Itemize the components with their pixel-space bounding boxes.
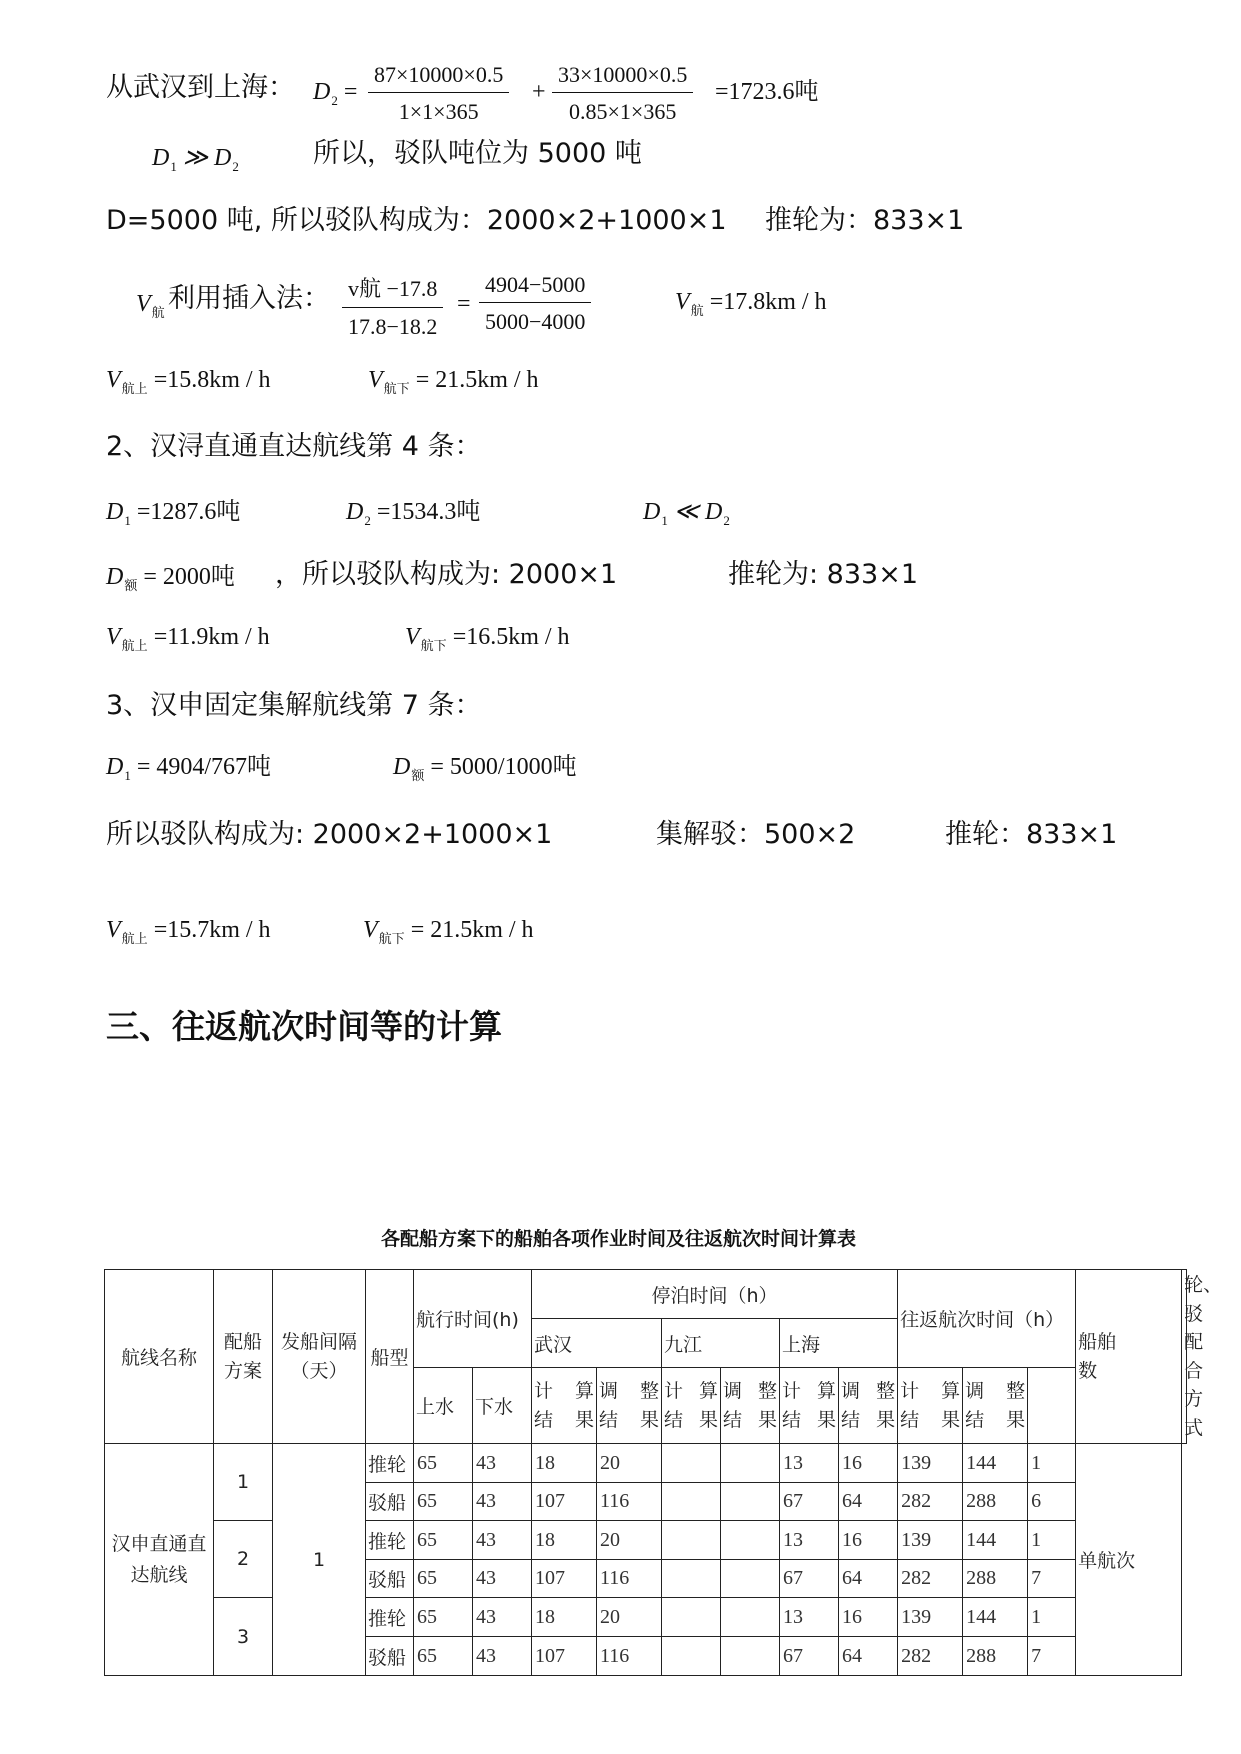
cell-round-adj-1: 64	[839, 1560, 898, 1598]
d-rated-7: $D_额 = 5000/1000$吨	[393, 754, 577, 783]
cell-shanghai-calc: 13	[780, 1598, 839, 1637]
d2-symbol: $D_2$ =	[313, 79, 358, 108]
cell-jiujiang-adj	[721, 1483, 780, 1521]
route-heading-4: 2、汉浔直通直达航线第 4 条：	[106, 431, 482, 462]
cell-wuhan-calc: 107	[532, 1560, 597, 1598]
fraction-2	[552, 62, 693, 125]
d1-value-4: $D_1 =1287.6$吨	[106, 499, 241, 528]
ship-type-cell: 推轮	[366, 1444, 414, 1483]
v-down-4: $V_{航下} =16.5km / h$	[405, 624, 570, 653]
header-jiujiang-adj: 调 整结果	[721, 1368, 780, 1444]
cell-count: 7	[1028, 1637, 1076, 1676]
pusher-7: 推轮：833×1	[945, 819, 1118, 850]
cell-round-adj-2: 144	[963, 1521, 1028, 1560]
fraction-4-numerator: 4904−5000	[479, 272, 591, 303]
header-wuhan-calc: 计 算结果	[532, 1368, 597, 1444]
cell-count: 1	[1028, 1444, 1076, 1483]
ship-type-cell: 驳船	[366, 1637, 414, 1676]
section-heading: 三、往返航次时间等的计算	[106, 1007, 502, 1046]
cell-round-adj-2: 288	[963, 1483, 1028, 1521]
cell-wuhan-adj: 116	[597, 1483, 662, 1521]
cell-round-adj-1: 16	[839, 1598, 898, 1637]
header-round-calc: 计 算结果	[898, 1368, 963, 1444]
line-wuhan-shanghai-label: 从武汉到上海：	[106, 72, 295, 103]
header-interval: 发船间隔（天）	[273, 1270, 366, 1444]
cell-jiujiang-adj	[721, 1637, 780, 1676]
plan-cell-1: 1	[214, 1444, 273, 1521]
cell-count: 7	[1028, 1560, 1076, 1598]
header-shanghai: 上海	[780, 1319, 898, 1368]
interval-cell: 1	[273, 1444, 366, 1676]
cell-wuhan-calc: 107	[532, 1637, 597, 1676]
cell-wuhan-adj: 20	[597, 1444, 662, 1483]
cell-up: 65	[414, 1560, 473, 1598]
voyage-time-table	[104, 1269, 1223, 1676]
cell-shanghai-calc: 67	[780, 1560, 839, 1598]
ship-type-cell: 驳船	[366, 1483, 414, 1521]
d2-value-4: $D_2 =1534.3$吨	[346, 499, 481, 528]
cell-shanghai-calc: 13	[780, 1521, 839, 1560]
tonnage-conclusion: 所以，驳队吨位为 5000 吨	[313, 138, 642, 169]
cell-shanghai-calc: 13	[780, 1444, 839, 1483]
fraction-1-denominator: 1×1×365	[398, 99, 479, 124]
header-wuhan: 武汉	[532, 1319, 662, 1368]
header-jiujiang: 九江	[662, 1319, 780, 1368]
cell-count: 1	[1028, 1521, 1076, 1560]
cell-round-calc: 282	[898, 1560, 963, 1598]
cell-round-adj-1: 64	[839, 1637, 898, 1676]
cell-down: 43	[473, 1444, 532, 1483]
cell-jiujiang-calc	[662, 1637, 721, 1676]
cell-wuhan-adj: 20	[597, 1521, 662, 1560]
coupling-mode-cell: 单航次	[1076, 1444, 1182, 1676]
header-coupling-mode: 轮、驳配合方式	[1182, 1270, 1187, 1444]
fraction-4	[479, 272, 591, 335]
table-row	[105, 1598, 1187, 1637]
header-sailing-time: 航行时间(h)	[414, 1270, 532, 1368]
fraction-4-denominator: 5000−4000	[485, 309, 586, 334]
barge-composition-4: ，所以驳队构成为: 2000×1	[275, 559, 618, 590]
fraction-2-denominator: 0.85×1×365	[569, 99, 677, 124]
ship-type-cell: 推轮	[366, 1598, 414, 1637]
cell-up: 65	[414, 1444, 473, 1483]
cell-down: 43	[473, 1521, 532, 1560]
cell-jiujiang-calc	[662, 1444, 721, 1483]
header-berthing-time: 停泊时间（h）	[532, 1270, 898, 1319]
fraction-3-numerator: v航 −17.8	[342, 272, 443, 308]
header-upstream: 上水	[414, 1368, 473, 1444]
cell-count: 1	[1028, 1598, 1076, 1637]
v-up-1: $V_{航上} =15.8km / h$	[106, 367, 271, 396]
cell-jiujiang-adj	[721, 1521, 780, 1560]
cell-up: 65	[414, 1521, 473, 1560]
header-jiujiang-calc: 计 算结果	[662, 1368, 721, 1444]
header-ship-count: 船舶数	[1076, 1270, 1182, 1444]
cell-down: 43	[473, 1483, 532, 1521]
cell-jiujiang-calc	[662, 1560, 721, 1598]
ship-type-cell: 驳船	[366, 1560, 414, 1598]
d1-ll-d2: $D_1$ ≪ $D_2$	[643, 499, 730, 528]
d1-value-7: $D_1 = 4904/767$吨	[106, 754, 272, 783]
cell-up: 65	[414, 1598, 473, 1637]
cell-round-adj-2: 144	[963, 1444, 1028, 1483]
v-hang-result: $V_航 =17.8km / h$	[675, 289, 827, 318]
v-hang-symbol: $V_航$	[136, 291, 165, 320]
cell-shanghai-calc: 67	[780, 1483, 839, 1521]
cell-wuhan-calc: 18	[532, 1521, 597, 1560]
table-row	[105, 1444, 1187, 1483]
cell-jiujiang-adj	[721, 1598, 780, 1637]
cell-round-adj-2: 288	[963, 1637, 1028, 1676]
header-round-adj-2: 调 整结果	[963, 1368, 1028, 1444]
pusher-4: 推轮为: 833×1	[728, 559, 919, 590]
equals-sign: =	[457, 291, 471, 317]
header-round-adj-1: 调 整结果	[839, 1368, 898, 1444]
fraction-1-numerator: 87×10000×0.5	[368, 62, 509, 93]
v-down-7: $V_{航下} = 21.5km / h$	[363, 917, 534, 946]
cell-wuhan-calc: 18	[532, 1444, 597, 1483]
header-plan: 配船方案	[214, 1270, 273, 1444]
header-shanghai-calc: 计 算结果	[780, 1368, 839, 1444]
header-wuhan-adj: 调 整结果	[597, 1368, 662, 1444]
plan-cell-3: 3	[214, 1598, 273, 1676]
cell-jiujiang-adj	[721, 1560, 780, 1598]
collecting-barge: 集解驳：500×2	[656, 819, 856, 850]
route-heading-7: 3、汉申固定集解航线第 7 条：	[106, 690, 482, 721]
interpolation-label: 利用插入法：	[168, 283, 330, 314]
fraction-1	[368, 62, 509, 125]
cell-wuhan-adj: 20	[597, 1598, 662, 1637]
cell-wuhan-calc: 107	[532, 1483, 597, 1521]
fraction-2-numerator: 33×10000×0.5	[552, 62, 693, 93]
header-route: 航线名称	[105, 1270, 214, 1444]
header-round-trip-time: 往返航次时间（h）	[898, 1270, 1076, 1368]
cell-down: 43	[473, 1637, 532, 1676]
d-rated-4: $D_额 = 2000$吨	[106, 564, 235, 593]
cell-count: 6	[1028, 1483, 1076, 1521]
cell-down: 43	[473, 1598, 532, 1637]
header-ship-type: 船型	[366, 1270, 414, 1444]
cell-jiujiang-calc	[662, 1598, 721, 1637]
cell-wuhan-adj: 116	[597, 1560, 662, 1598]
v-up-4: $V_{航上} =11.9km / h$	[106, 624, 270, 653]
cell-down: 43	[473, 1560, 532, 1598]
cell-round-adj-2: 288	[963, 1560, 1028, 1598]
header-downstream: 下水	[473, 1368, 532, 1444]
cell-round-calc: 139	[898, 1444, 963, 1483]
cell-round-adj-1: 16	[839, 1444, 898, 1483]
cell-round-adj-2: 144	[963, 1598, 1028, 1637]
d1-gg-d2: $D_1$ ≫ $D_2$	[152, 145, 239, 174]
cell-round-adj-1: 16	[839, 1521, 898, 1560]
cell-shanghai-calc: 67	[780, 1637, 839, 1676]
route-name-cell: 汉申直通直达航线	[105, 1444, 214, 1676]
table-title: 各配船方案下的船舶各项作业时间及往返航次时间计算表	[381, 1228, 857, 1250]
cell-up: 65	[414, 1483, 473, 1521]
v-down-1: $V_{航下} = 21.5km / h$	[368, 367, 539, 396]
cell-round-adj-1: 64	[839, 1483, 898, 1521]
d2-result: =1723.6吨	[715, 79, 819, 105]
pusher-1: 推轮为：833×1	[765, 205, 965, 236]
cell-wuhan-adj: 116	[597, 1637, 662, 1676]
cell-round-calc: 139	[898, 1521, 963, 1560]
barge-composition-7: 所以驳队构成为: 2000×2+1000×1	[106, 819, 553, 850]
fraction-3	[342, 272, 443, 340]
cell-up: 65	[414, 1637, 473, 1676]
plus-sign: +	[532, 79, 546, 105]
cell-round-calc: 282	[898, 1637, 963, 1676]
barge-composition-1: D=5000 吨, 所以驳队构成为：2000×2+1000×1	[106, 205, 727, 236]
fraction-3-denominator: 17.8−18.2	[348, 314, 438, 339]
plan-cell-2: 2	[214, 1521, 273, 1598]
cell-jiujiang-calc	[662, 1521, 721, 1560]
table-row	[105, 1521, 1187, 1560]
ship-type-cell: 推轮	[366, 1521, 414, 1560]
cell-jiujiang-calc	[662, 1483, 721, 1521]
cell-round-calc: 139	[898, 1598, 963, 1637]
v-up-7: $V_{航上} =15.7km / h$	[106, 917, 271, 946]
cell-jiujiang-adj	[721, 1444, 780, 1483]
cell-wuhan-calc: 18	[532, 1598, 597, 1637]
cell-round-calc: 282	[898, 1483, 963, 1521]
